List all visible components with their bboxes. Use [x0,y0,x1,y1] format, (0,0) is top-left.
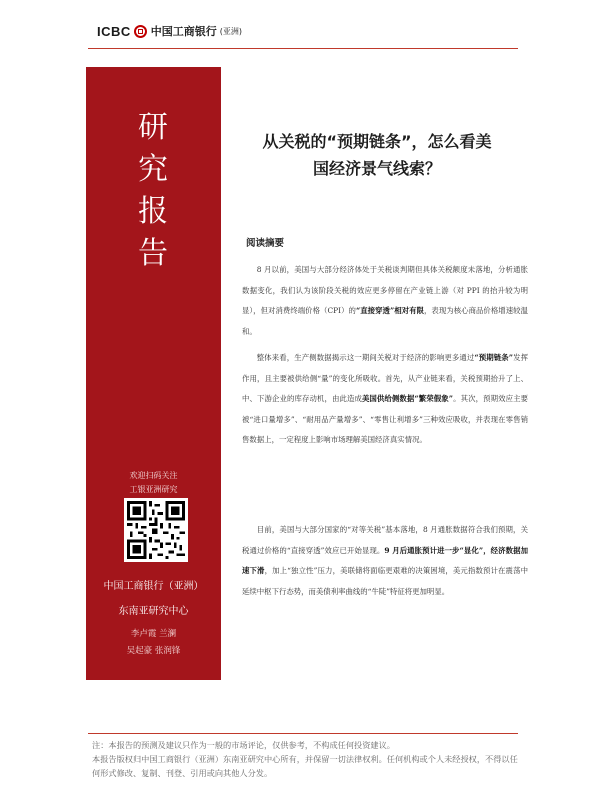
scan-prompt-line1: 欢迎扫码关注 [129,471,178,480]
sidebar-title-char: 报 [138,194,168,229]
header-divider [88,48,518,49]
logo-cn-text: 中国工商银行 [150,25,217,38]
sidebar-title-char: 究 [138,152,168,187]
sidebar-title-char: 告 [138,236,168,271]
logo-sub-text: (亚洲) [219,26,243,36]
p1-text-c: ，表现为核心商品价格增速较温和。 [242,306,528,336]
abstract-paragraph-2 [242,348,528,451]
org-name: 中国工商银行（亚洲） [103,581,204,592]
sidebar-title [123,107,183,275]
icbc-emblem-icon [134,25,147,38]
sidebar-panel [86,67,221,680]
logo-latin-text: ICBC [97,23,131,39]
page-title [232,128,522,182]
p2-text-c: 发挥作用，且主要被供给侧“量”的变化所吸收。首先，从产业链来看，关税预期抬升了上、中、下游企业的库存动机，由此造成 [242,353,528,403]
p3-text-a: 目前，美国与大部分国家的“对等关税”基本落地，8 月通胀数据符合我们预期，关税通过价格的“直接穿透”效应已开始显现。 [242,525,528,555]
abstract-paragraph-1 [242,260,528,342]
authors-line1: 李卢霞 兰澜 [130,629,177,639]
disclaimer-line1: 注：本报告的预测及建议只作为一般的市场评论，仅供参考，不构成任何投资建议。 [92,740,395,750]
icbc-logo [97,22,242,40]
p1-bold: “直接穿透”相对有限 [355,306,424,315]
qr-code[interactable] [124,498,188,562]
abstract-heading: 阅读摘要 [246,238,285,249]
scan-prompt-line2: 工银亚洲研究 [129,485,178,494]
abstract-paragraph-3 [242,520,528,602]
p2-text-e: 。其次，预期效应主要被“进口量增多”、“耐用品产量增多”、“零售让利增多”三种效应吸收，并表现在零售销售数据上，一定程度上影响市场理解美国经济真实情况。 [242,394,528,444]
page-header [0,0,600,50]
authors-line2: 吴起豪 张润锋 [126,646,181,656]
footer-divider [88,733,518,734]
disclaimer [92,738,522,780]
sidebar-title-char: 研 [138,110,168,145]
p2-bold-2: 美国供给侧数据“繁荣假象” [361,394,454,403]
page-title-line2: 国经济景气线索？ [312,159,441,178]
p2-bold-1: “预期链条” [474,353,513,362]
p3-bold: 9 月后通胀预计进一步“显化”，经济数据加速下滑 [242,545,528,575]
p1-text-a: 8 月以前，美国与大部分经济体处于关税谈判期但具体关税额度未落地，分析通胀数据变化，我们认为该阶段关税的效应更多停留在产业链上游（对 PPI 的抬升较为明显），但对消费终端价格（CPI）的 [242,265,528,315]
research-center-name: 东南亚研究中心 [118,606,189,617]
p3-text-c: ，加上“独立性”压力，美联储将面临更艰难的决策困境，美元指数预计在震荡中延续中枢下行态势，而美债利率曲线的“牛陡”特征将更加明显。 [242,566,528,596]
p2-text-a: 整体来看，生产侧数据揭示这一期间关税对于经济的影响更多通过 [256,353,475,362]
disclaimer-line2: 本报告版权归中国工商银行（亚洲）东南亚研究中心所有，并保留一切法律权利。任何机构或个人未经授权，不得以任何形式修改、复制、刊登、引用或向其他人分发。 [92,754,518,778]
page-title-line1: 从关税的“预期链条”，怎么看美 [262,132,492,151]
